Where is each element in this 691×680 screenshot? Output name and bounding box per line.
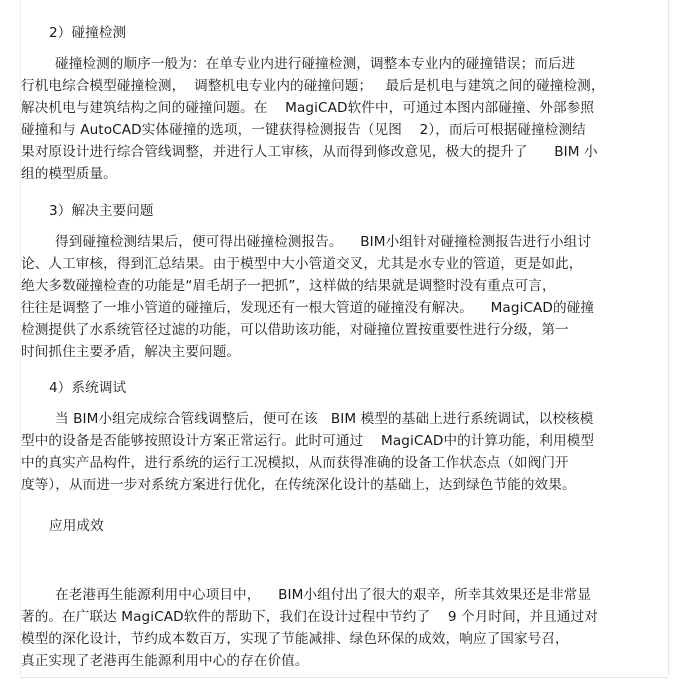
paragraph-line: 度等），从而进一步对系统方案进行优化，在传统深化设计的基础上，达到绿色节能的效果。 (21, 477, 576, 493)
section-heading-collision-detection: 2）碰撞检测 (49, 25, 127, 41)
paragraph-line: 检测提供了水系统管径过滤的功能，可以借助该功能，对碰撞位置按重要性进行分级，第一 (21, 322, 569, 338)
paragraph-line: 果对原设计进行综合管线调整，并进行人工审核，从而得到修改意见，极大的提升了 BIM 小 (21, 144, 598, 160)
paragraph-line: 组的模型质量。 (21, 166, 117, 182)
section-heading-system-commissioning: 4）系统调试 (49, 380, 127, 396)
paragraph-line: 中的真实产品构件，进行系统的运行工况模拟，从而获得准确的设备工作状态点（如阀门开 (21, 455, 569, 471)
paragraph-line: 在老港再生能源利用中心项目中， BIM小组付出了很大的艰辛，所幸其效果还是非常显 (55, 587, 592, 603)
paragraph-line: 论、人工审核，得到汇总结果。由于模型中大小管道交叉，尤其是水专业的管道，更是如此， (21, 256, 583, 272)
paragraph-line: 模型的深化设计，节约成本数百万，实现了节能减排、绿色环保的成效，响应了国家号召， (21, 631, 569, 647)
paragraph-line: 当 BIM小组完成综合管线调整后，便可在该 BIM 模型的基础上进行系统调试，以校核模 (55, 411, 594, 427)
paragraph-line: 型中的设备是否能够按照设计方案正常运行。此时可通过 MagiCAD中的计算功能，利用模型 (21, 433, 595, 449)
section-heading-resolve-main-issues: 3）解决主要问题 (49, 203, 154, 219)
paragraph-line: 绝大多数碰撞检查的功能是“眉毛胡子一把抓”，这样做的结果就是调整时没有重点可言， (21, 278, 556, 294)
paragraph-line: 碰撞检测的顺序一般为：在单专业内进行碰撞检测，调整本专业内的碰撞错误；而后进 (55, 56, 576, 72)
paragraph-line: 著的。在广联达 MagiCAD软件的帮助下，我们在设计过程中节约了 9 个月时间，并且通过对 (21, 609, 598, 625)
section-heading-application-results: 应用成效 (49, 518, 104, 534)
paragraph-line: 解决机电与建筑结构之间的碰撞问题。在 MagiCAD软件中，可通过本图内部碰撞、外部参照 (21, 100, 595, 116)
page-bottom-divider (20, 677, 668, 678)
paragraph-line: 真正实现了老港再生能源利用中心的存在价值。 (21, 653, 309, 669)
paragraph-line: 时间抓住主要矛盾，解决主要问题。 (21, 344, 241, 360)
paragraph-line: 碰撞和与 AutoCAD实体碰撞的选项，一键获得检测报告（见图 2），而后可根据碰撞检测结 (21, 122, 586, 138)
paragraph-line: 得到碰撞检测结果后，便可得出碰撞检测报告。 BIM小组针对碰撞检测报告进行小组讨 (55, 234, 592, 250)
paragraph-line: 往往是调整了一堆小管道的碰撞后，发现还有一根大管道的碰撞没有解决。 MagiCAD的碰撞 (21, 300, 595, 316)
document-page (20, 0, 669, 676)
paragraph-line: 行机电综合模型碰撞检测， 调整机电专业内的碰撞问题； 最后是机电与建筑之间的碰撞检测， (21, 78, 605, 94)
